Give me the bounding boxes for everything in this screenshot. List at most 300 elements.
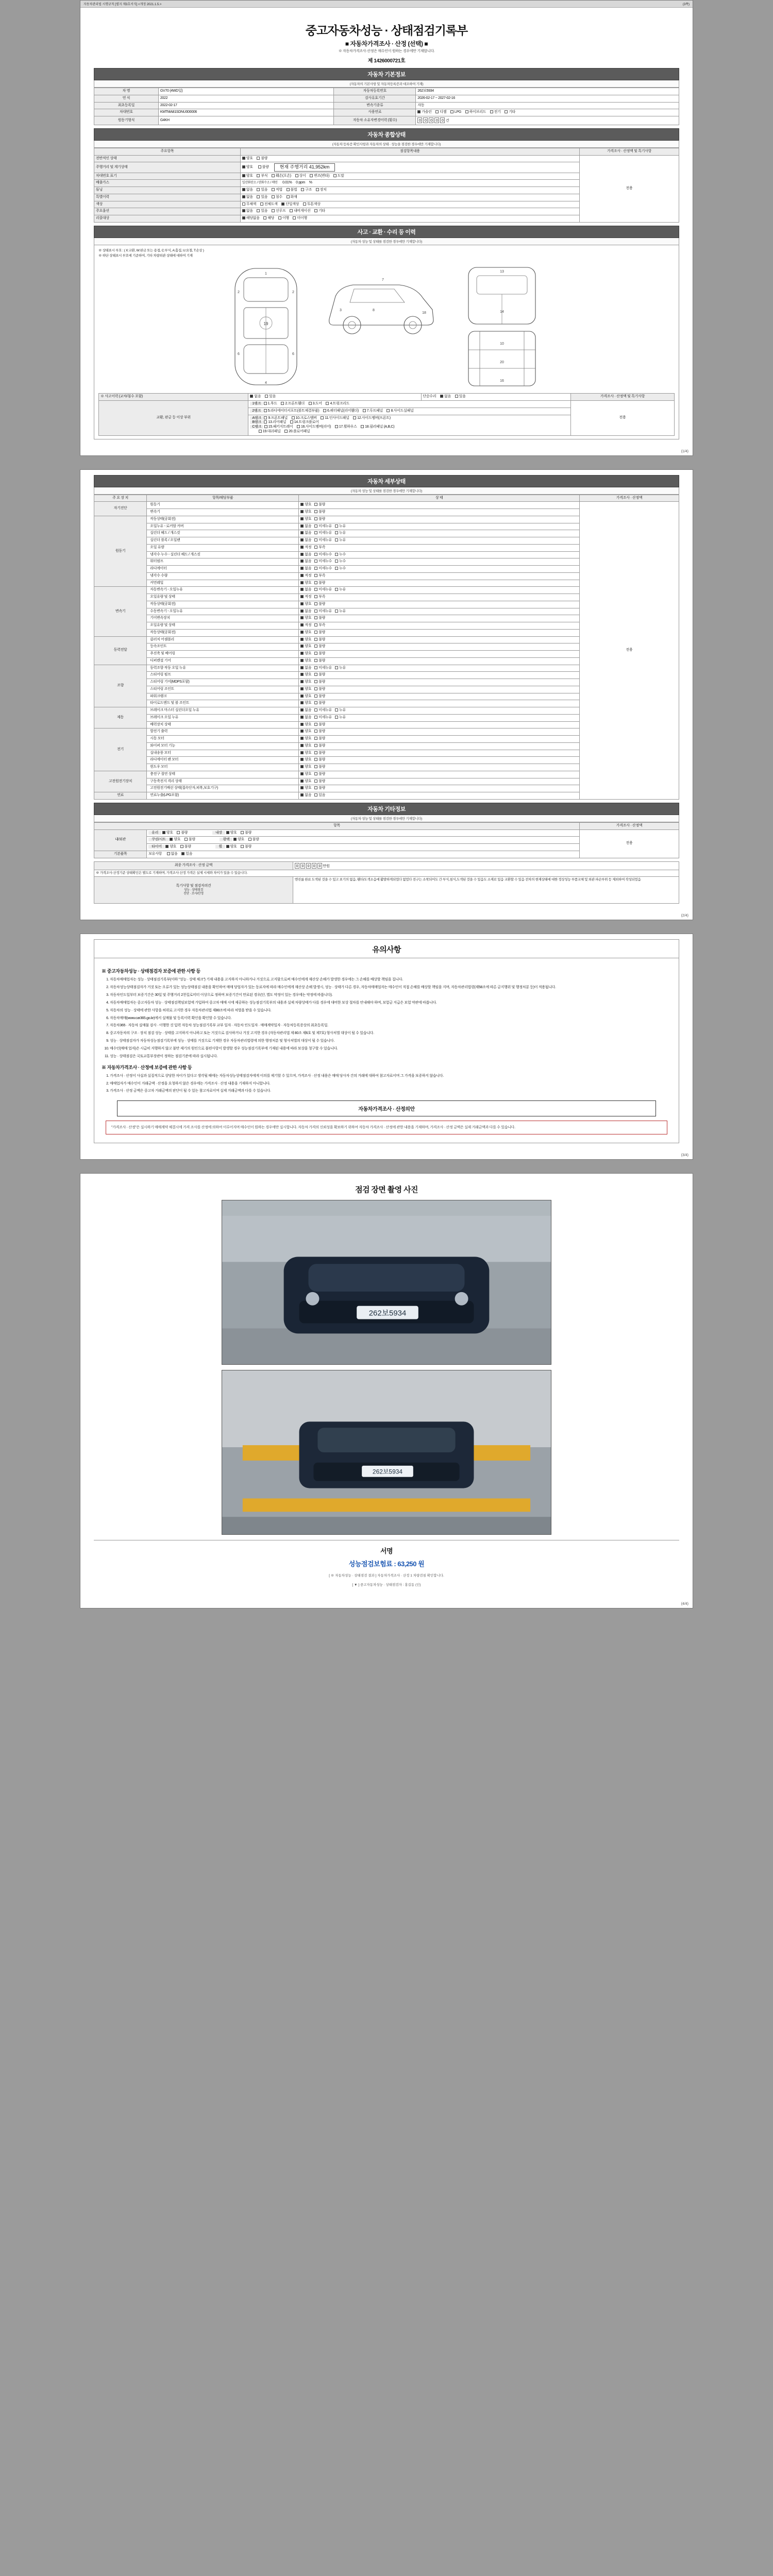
detail-option-누유[interactable]: 누유 [335,666,346,671]
panel-item-hood[interactable]: 1.후드 [264,402,277,406]
photo-front-view-image [222,1200,551,1364]
overall-col-3: 가격조사 · 산정액 및 특기사항 [580,148,679,155]
tuning-opt-device[interactable]: 장치 [316,188,327,193]
detail-option-양호[interactable]: 양호 [300,779,311,784]
detail-item-label: 실린더 블록 / 오일팬 [147,537,299,545]
detail-option-불량[interactable]: 불량 [314,673,325,677]
detail-option-누유[interactable]: 누유 [335,716,346,720]
option-opt-none[interactable]: 없음 [242,209,253,214]
overall-row-5-opts [240,194,579,201]
detail-item-label: 구동축전지 격리 상태 [147,778,299,785]
glass-opt-good[interactable]: 양호 [162,831,173,836]
overall-row-7-label: 주요옵션 [94,208,241,215]
detail-option-양호[interactable]: 양호 [300,645,311,649]
detail-option-양호[interactable]: 양호 [300,602,311,607]
other-row-0 [147,829,580,837]
detail-option-양호[interactable]: 양호 [300,723,311,727]
detail-option-누수[interactable]: 누수 [335,560,346,564]
option-opt-sunroof[interactable]: 선루프 [272,209,285,214]
detail-option-양호[interactable]: 양호 [300,652,311,656]
detail-option-불량[interactable]: 불량 [314,631,325,635]
overall-row-7-opts [240,208,579,215]
overall-row-5-label: 특별이력 [94,194,241,201]
signature-title: 서명 [94,1540,679,1557]
frame-item-dashpanel[interactable]: 19.대쉬패널 [259,430,281,434]
detail-option-있음[interactable]: 있음 [314,793,325,798]
detail-item-label: 기어변속장치 [147,615,299,622]
special-opt-none[interactable]: 없음 [242,195,253,200]
detail-option-적정[interactable]: 적정 [300,574,311,579]
detail-item-options [299,672,580,679]
detail-item-options [299,566,580,573]
overall-row-6-opts [240,201,579,208]
price-total-note: ※ 가격조사·산정기준 상태확인은 별도로 기재하며, 가격조사·산정 가격은 실제 시세와 차이가 있을 수 있습니다. [94,870,679,877]
frame-group-b [250,420,569,425]
svg-text:6: 6 [292,352,294,357]
color-opt-single[interactable]: 단일색상 [281,202,299,207]
detail-option-불량[interactable]: 불량 [314,687,325,692]
notice-guarantee-item: 2. 자동차성능상태점검자가 거짓 또는 오류가 있는 성능상태점검 내용을 확인하여 매매 당업자가 있는 동료자에 따라 매수인에게 재산상 손해 발생시, 성능 · 상태가 다른 경우, 자동차매매업자는 매수인이 직접 손해를 배상할 책임을 지며, 자동차관리법령(제58조에 따른 금지행위 및 행정처분 등)이 적용됩니다. [110,985,671,991]
detail-item-options [299,721,580,728]
polish-opt-bad[interactable]: 불량 [248,838,259,842]
detail-option-불량[interactable]: 불량 [314,786,325,791]
detail-option-불량[interactable]: 불량 [314,503,325,507]
price-total-label: 최종 가격조사 · 산정 금액 [94,861,293,870]
tuning-opt-yes[interactable]: 있음 [257,188,267,193]
svg-text:4: 4 [265,381,267,385]
detail-option-양호[interactable]: 양호 [300,694,311,699]
polish-opt-good[interactable]: 양호 [233,838,244,842]
detail-option-없음[interactable]: 없음 [300,560,311,564]
recall-opt-na[interactable]: 해당없음 [242,216,260,221]
form-page-ref: (3쪽) [682,3,690,6]
detail-option-불량[interactable]: 불량 [314,772,325,777]
color-opt-repaint[interactable]: 전체도색 [260,202,278,207]
detail-option-미세누유[interactable]: 미세누유 [314,588,332,592]
accident-opt-none[interactable]: 없음 [250,395,261,399]
photo-underbody-view [222,1370,551,1535]
detail-option-불량[interactable]: 불량 [314,645,325,649]
detail-item-options [299,580,580,587]
simple-opt-yes[interactable]: 있음 [455,395,466,399]
detail-option-불량[interactable]: 불량 [314,581,325,586]
detail-option-불량[interactable]: 불량 [314,765,325,770]
detail-option-불량[interactable]: 불량 [314,638,325,642]
detail-option-양호[interactable]: 양호 [300,581,311,586]
detail-option-양호[interactable]: 양호 [300,631,311,635]
detail-item-options [299,714,580,721]
detail-option-미세누유[interactable]: 미세누유 [314,538,332,543]
table-row [94,877,679,904]
special-opt-flood[interactable]: 침수 [272,195,282,200]
detail-option-불량[interactable]: 불량 [314,659,325,664]
detail-option-양호[interactable]: 양호 [300,680,311,685]
detail-group-label: 조향 [94,665,147,707]
detail-option-누유[interactable]: 누유 [335,588,346,592]
other-row-2-right-label: 휠 [215,845,225,849]
detail-option-부족[interactable]: 부족 [314,546,325,550]
notice-guarantee-item: 4. 자동차매매업자는 중고자동차 성능 · 상태점검책임보험에 가입하여 중고차 매매 시에 제공하는 성능점검기록부의 내용과 실제 차량상태가 다를 경우에 대비한 보상 절차를 안내해야 하며, 보험금 지급은 보험 약관에 따릅니다. [110,1001,671,1006]
option-opt-etc[interactable]: 기타 [314,209,325,214]
detail-option-누유[interactable]: 누유 [335,609,346,614]
svg-text:7: 7 [382,278,384,282]
detail-item-options [299,665,580,672]
photo-footer-note-1: [ ※ 자동차성능 · 상태점검 결과 ] 자동차가격조사 · 산정 1 차량검침 확인합니다. [329,1574,444,1578]
detail-option-불량[interactable]: 불량 [314,723,325,727]
panel-item-fender[interactable]: 2.프론트휀더 [281,402,305,406]
section-detail-note: (자동차 성능 및 상태를 점검한 경우에만 기재합니다) [94,487,679,495]
notice-price-item: 1. 가격조사 · 산정이 사실과 실질적으로 상당한 차이가 있다고 생각될 때에는 자동차성능상태점검자에게 이의를 제기할 수 있으며, 가격조사 · 산정 내용은 매매 당사자 간의 거래에 대하여 참고자료이며 그 가격을 보증하지 않습니다. [110,1074,671,1079]
panel-item-quarter[interactable]: 6.쿼터패널(리어휀더) [323,409,359,414]
seat-opt-bad[interactable]: 불량 [184,838,195,842]
detail-option-양호[interactable]: 양호 [300,673,311,677]
detail-option-양호[interactable]: 양호 [300,687,311,692]
notice-title: 유의사항 [94,939,679,958]
option-opt-navi[interactable]: 내비게이션 [290,209,310,214]
notice-list-2 [102,1074,671,1095]
frame-item-trunkfloor[interactable]: 14.트렁크플로어 [290,420,319,425]
detail-option-불량[interactable]: 불량 [314,517,325,522]
fuel-opt-lpg[interactable]: LPG [450,110,461,115]
frame-rank-b: B랭크 [250,420,263,424]
tire-opt-bad[interactable]: 불량 [180,845,191,850]
frame-item-sidemember-rear[interactable]: 16.사이드멤버(리어) [297,425,331,430]
detail-option-불량[interactable]: 불량 [314,510,325,515]
panel-item-door[interactable]: 3.도어 [309,402,322,406]
basic-row-3-label-b: 사용연료 [334,109,416,116]
basic-items-yes[interactable]: 있음 [181,852,192,857]
vin-opt-erased[interactable]: 도말 [333,174,344,179]
detail-option-없음[interactable]: 없음 [300,793,311,798]
color-opt-none[interactable]: 무채색 [242,202,256,207]
detail-item-options [299,622,580,630]
color-opt-twotone[interactable]: 투톤색상 [303,202,321,207]
recall-opt-done[interactable]: 이행 [278,216,289,221]
svg-text:18: 18 [422,311,426,315]
page-3-footer: (3/4) [681,1154,688,1158]
engine-type-label: 원동기형식 [94,116,159,125]
panel-group-1 [248,408,571,415]
overall-row-2-opts [240,173,579,180]
photo-list [94,1200,679,1540]
frame-item-wheelhouse[interactable]: 17.휠하우스 [335,425,357,430]
detail-option-미세누수[interactable]: 미세누수 [314,553,332,557]
detail-option-불량[interactable]: 불량 [314,602,325,607]
special-opt-fire[interactable]: 화재 [287,195,297,200]
other-price-value: 전용 [580,829,679,858]
detail-option-없음[interactable]: 없음 [300,716,311,720]
detail-option-미세누유[interactable]: 미세누유 [314,531,332,536]
detail-item-options [299,750,580,757]
detail-option-불량[interactable]: 불량 [314,680,325,685]
tuning-opt-legal[interactable]: 적법 [272,188,282,193]
detail-option-없음[interactable]: 없음 [300,609,311,614]
notice-guarantee-item: 6. 자동차매매(www.car365.go.kr)에서 실매물 및 등록이력 확인을 확인할 수 있습니다. [110,1016,671,1022]
detail-option-누유[interactable]: 누유 [335,708,346,713]
detail-option-부족[interactable]: 부족 [314,623,325,628]
detail-option-양호[interactable]: 양호 [300,751,311,756]
section-overall-note: (자동차 등록증 확인사항과 자동차의 상태 · 성능을 점검한 경우에만 기재합니다) [94,141,679,148]
fuel-opt-diesel[interactable]: 디젤 [435,110,446,115]
detail-item-options [299,700,580,707]
detail-item-options [299,636,580,643]
table-row [94,95,679,102]
detail-option-양호[interactable]: 양호 [300,730,311,734]
detail-item-label: 변속기 [147,509,299,516]
detail-item-label: 냉각수 수량 [147,572,299,580]
detail-option-양호[interactable]: 양호 [300,517,311,522]
recall-opt-notdone[interactable]: 미이행 [293,216,307,221]
detail-col-3: 가격조사 · 산정액 [580,495,679,502]
detail-item-label: 발전기 출력 [147,728,299,736]
detail-item-options [299,686,580,693]
detail-option-양호[interactable]: 양호 [300,616,311,621]
detail-option-불량[interactable]: 불량 [314,616,325,621]
basic-row-0-value-b: 262보5934 [416,88,679,95]
basic-items-none[interactable]: 없음 [167,852,178,857]
detail-item-label: 수동변속기 - 오일누유 [147,608,299,615]
detail-item-label: 원동기 [147,502,299,509]
tuning-opt-illegal[interactable]: 불법 [287,188,297,193]
tuning-opt-none[interactable]: 없음 [242,188,253,193]
frame-item-rearpanel[interactable]: 13.리어패널 [264,420,286,425]
basic-row-1-value-b: 2026-02-17 ~ 2027-02-16 [416,95,679,102]
overall-table [94,148,679,223]
overall-row-4-label: 튜닝 [94,187,241,194]
detail-option-없음[interactable]: 없음 [300,708,311,713]
detail-option-불량[interactable]: 불량 [314,701,325,706]
fuel-opt-electric[interactable]: 전기 [490,110,501,115]
detail-option-양호[interactable]: 양호 [300,638,311,642]
opt-bad[interactable]: 불량 [257,157,267,161]
detail-option-적정[interactable]: 적정 [300,595,311,600]
detail-option-양호[interactable]: 양호 [300,503,311,507]
svg-text:20: 20 [500,361,504,365]
detail-price-value: 전용 [580,502,679,800]
page-subtitle: ■ 자동차가격조사 · 산정 (선택) ■ [345,40,428,47]
detail-group-label: 자기진단 [94,502,147,516]
detail-option-불량[interactable]: 불량 [314,758,325,762]
panel-item-roof[interactable]: 7.루프패널 [363,409,383,414]
detail-item-options [299,629,580,636]
page-1 [80,0,693,456]
form-header-strip [80,1,693,8]
detail-table [94,495,679,800]
tuning-opt-structure[interactable]: 구조 [301,188,312,193]
recall-opt-yes[interactable]: 해당 [263,216,274,221]
interior-opt-bad[interactable]: 불량 [241,831,251,836]
odo-opt-good[interactable]: 양호 [242,165,253,170]
frame-item-packagetray[interactable]: 15.패키지트레이 [264,425,293,430]
overall-row-1-label: 주행거리 및 계기상태 [94,162,241,173]
detail-option-없음[interactable]: 없음 [300,588,311,592]
table-row [94,861,679,870]
detail-option-누유[interactable]: 누유 [335,538,346,543]
detail-group-label: 변속기 [94,587,147,636]
detail-option-누유[interactable]: 누유 [335,524,346,529]
detail-option-누유[interactable]: 누유 [335,531,346,536]
special-opt-yes[interactable]: 있음 [257,195,267,200]
detail-option-미세누유[interactable]: 미세누유 [314,708,332,713]
notice-list-1 [102,977,671,1059]
special-note-label [94,877,293,904]
detail-item-label: 와이퍼 모터 기능 [147,742,299,750]
detail-option-양호[interactable]: 양호 [300,786,311,791]
detail-col-1: 항목/해당부품 [147,495,299,502]
price-total-table [94,861,679,904]
vin-opt-good[interactable]: 양호 [242,174,253,179]
detail-item-label: 오일누유 - 로커암 커버 [147,523,299,530]
detail-option-적정[interactable]: 적정 [300,546,311,550]
tire-opt-good[interactable]: 양호 [165,845,176,850]
detail-option-양호[interactable]: 양호 [300,510,311,515]
detail-option-양호[interactable]: 양호 [300,772,311,777]
detail-option-미세누유[interactable]: 미세누유 [314,524,332,529]
price-total-digits: 0 0 0 0 0 [295,863,322,869]
detail-option-없음[interactable]: 없음 [300,524,311,529]
detail-item-options [299,523,580,530]
frame-item-frontpanel[interactable]: 9.프론트패널 [264,416,288,421]
frame-item-insidepanel[interactable]: 11.인사이드패널 [321,416,349,421]
svg-text:13: 13 [500,270,504,274]
detail-option-양호[interactable]: 양호 [300,765,311,770]
detail-option-양호[interactable]: 양호 [300,737,311,741]
detail-option-미세누유[interactable]: 미세누유 [314,716,332,720]
detail-option-불량[interactable]: 불량 [314,751,325,756]
detail-option-부족[interactable]: 부족 [314,595,325,600]
detail-option-양호[interactable]: 양호 [300,758,311,762]
detail-option-불량[interactable]: 불량 [314,744,325,749]
detail-group-label: 전기 [94,728,147,771]
detail-item-label: 연료누출(LPG포함) [147,792,299,800]
document-number: 제 1426000721호 [367,58,406,64]
detail-item-label: 오일유량 및 상태 [147,594,299,601]
detail-option-불량[interactable]: 불량 [314,737,325,741]
detail-option-양호[interactable]: 양호 [300,659,311,664]
price-total-unit: 만원 [323,864,330,868]
interior-opt-good[interactable]: 양호 [226,831,237,836]
photo-section-title: 점검 장면 촬영 사진 [355,1185,418,1195]
frame-item-pillar[interactable]: 18.필러패널 (A,B,C) [361,425,394,430]
wheel-opt-bad[interactable]: 불량 [241,845,251,850]
vin-opt-altered[interactable]: 변조(변타) [310,174,329,179]
detail-option-불량[interactable]: 불량 [314,730,325,734]
detail-item-label: 작동상태(공회전) [147,629,299,636]
page-4 [80,1173,693,1608]
detail-option-없음[interactable]: 없음 [300,538,311,543]
detail-option-없음[interactable]: 없음 [300,553,311,557]
fuel-opt-etc[interactable]: 기타 [505,110,515,115]
opt-good[interactable]: 양호 [242,157,253,161]
overall-row-8-label: 리콜대상 [94,215,241,223]
detail-group-label: 고전원전기장치 [94,771,147,792]
panel-item-sidesill[interactable]: 8.사이드실패널 [386,409,413,414]
table-row [94,502,679,509]
detail-item-options [299,679,580,686]
svg-text:2: 2 [238,291,240,295]
detail-option-불량[interactable]: 불량 [314,694,325,699]
owner-change-digits: 0 0 0 0 0 [417,117,445,123]
panel-item-radiator-support[interactable]: 5.라디에이터서포트(볼트체결부품) [264,409,320,414]
detail-item-label: 자동변속기 - 오일누유 [147,587,299,594]
notice-guarantee-item: 9. 성능 · 상태점검자가 자동차성능점검기록부에 성능 · 상태를 거짓으로 기재한 경우 자동차관리법령에 의한 행정처분 및 형사처벌의 대상이 될 수 있습니다. [110,1039,671,1044]
vin-opt-damage[interactable]: 훼손(오손) [272,174,291,179]
notice-guarantee-item: 10. 매수인(매매 업자)은 시급히 지행하지 않고 불만 제기의 원인으로 불편사항이 발생할 경우 성능점검기록부에 기재된 내용에 따라 보상을 청구할 수 있습니다. [110,1046,671,1052]
detail-option-미세누유[interactable]: 미세누유 [314,609,332,614]
frame-item-sidemember-front[interactable]: 12.사이드멤버(프론트) [353,416,391,421]
other-row-2-label: 타이어 [148,845,164,849]
detail-option-없음[interactable]: 없음 [300,567,311,571]
svg-text:2: 2 [292,291,294,295]
detail-option-양호[interactable]: 양호 [300,744,311,749]
panel-item-trunklid[interactable]: 4.트렁크리드 [326,402,349,406]
frame-item-floorpanel[interactable]: 20.플로어패널 [284,430,310,434]
accident-opt-yes[interactable]: 있음 [265,395,276,399]
odo-opt-bad[interactable]: 불량 [258,165,269,170]
detail-option-누수[interactable]: 누수 [335,567,346,571]
detail-option-미세누수[interactable]: 미세누수 [314,567,332,571]
detail-group-label: 원동기 [94,516,147,587]
detail-option-미세누수[interactable]: 미세누수 [314,560,332,564]
notice-price-item: 2. 매매업자가 매수인이 거래금액 · 산정을 요청하지 않은 경우에는 가격조사 · 산정 내용을 기재하지 아니합니다. [110,1081,671,1087]
detail-option-불량[interactable]: 불량 [314,652,325,656]
fuel-opt-hybrid[interactable]: 하이브리드 [465,110,486,115]
frame-item-crossmember[interactable]: 10.크로스멤버 [292,416,317,421]
section-basic-info-title: 자동차 기본정보 [94,68,679,80]
detail-option-없음[interactable]: 없음 [300,531,311,536]
wheel-opt-good[interactable]: 양호 [226,845,237,850]
overall-header-row [94,148,679,155]
detail-option-불량[interactable]: 불량 [314,779,325,784]
notice-price-item: 3. 가격조사 · 산정 금액은 중고차 거래금액의 판단이 될 수 있는 참고자료이며 실제 거래금액과 다를 수 있습니다. [110,1089,671,1094]
emission-smoke: % [309,181,312,185]
detail-item-options [299,742,580,750]
table-row [94,155,679,162]
detail-option-적정[interactable]: 적정 [300,623,311,628]
declaration-redbox: "가격조사 · 산정"은 실시하기 매매계약 체결시에 가격 조사를 산정에 의하여 이루어지며 매수인이 원하는 경우에만 실시합니다. 자동차 가격의 신뢰성을 확보하기 위하여 자동차 가격조사 · 산정에 관한 내용을 기재하며, 가격조사 · 산정 금액은 실제 거래금액과 다를 수 있습니다. [106,1121,667,1134]
detail-option-누수[interactable]: 누수 [335,553,346,557]
accident-legend-0: ※ 상태표시 부호 : ( X:교환, W:판금 또는 용접, C:부식, A:흠집, U:요철, T:손상 ) [98,248,204,252]
seat-opt-good[interactable]: 양호 [170,838,180,842]
detail-item-options [299,707,580,715]
detail-item-label: 라디에이터 [147,566,299,573]
detail-option-미세누유[interactable]: 미세누유 [314,666,332,671]
glass-opt-bad[interactable]: 불량 [177,831,188,836]
simple-opt-none[interactable]: 없음 [440,395,451,399]
detail-option-부족[interactable]: 부족 [314,574,325,579]
svg-text:262보5934: 262보5934 [368,1309,407,1318]
option-opt-yes[interactable]: 있음 [257,209,267,214]
frame-rank-c: C랭크 [250,425,263,429]
detail-option-없음[interactable]: 없음 [300,666,311,671]
detail-col-0: 주 요 장 치 [94,495,147,502]
accident-price-value: 전용 [570,401,674,436]
detail-item-label: 파워크랭크 [147,693,299,700]
detail-item-label: 클러치 어셈블리 [147,636,299,643]
detail-option-양호[interactable]: 양호 [300,701,311,706]
other-col-2: 가격조사 · 산정액 [580,822,679,829]
fuel-opt-gasoline[interactable]: 가솔린 [417,110,431,115]
section-accident-title: 사고 · 교환 · 수리 등 이력 [94,226,679,238]
special-note-label-3: 진단 · 조사/산정 [183,892,204,896]
detail-item-options [299,657,580,665]
vin-opt-corrosion[interactable]: 부식 [257,174,267,179]
other-row-1 [147,837,580,844]
overall-col-2: 점검항목내용 [240,148,579,155]
other-main-label: 내/외관 [94,829,147,851]
detail-item-options [299,764,580,771]
vin-opt-diff[interactable]: 상이 [295,174,306,179]
